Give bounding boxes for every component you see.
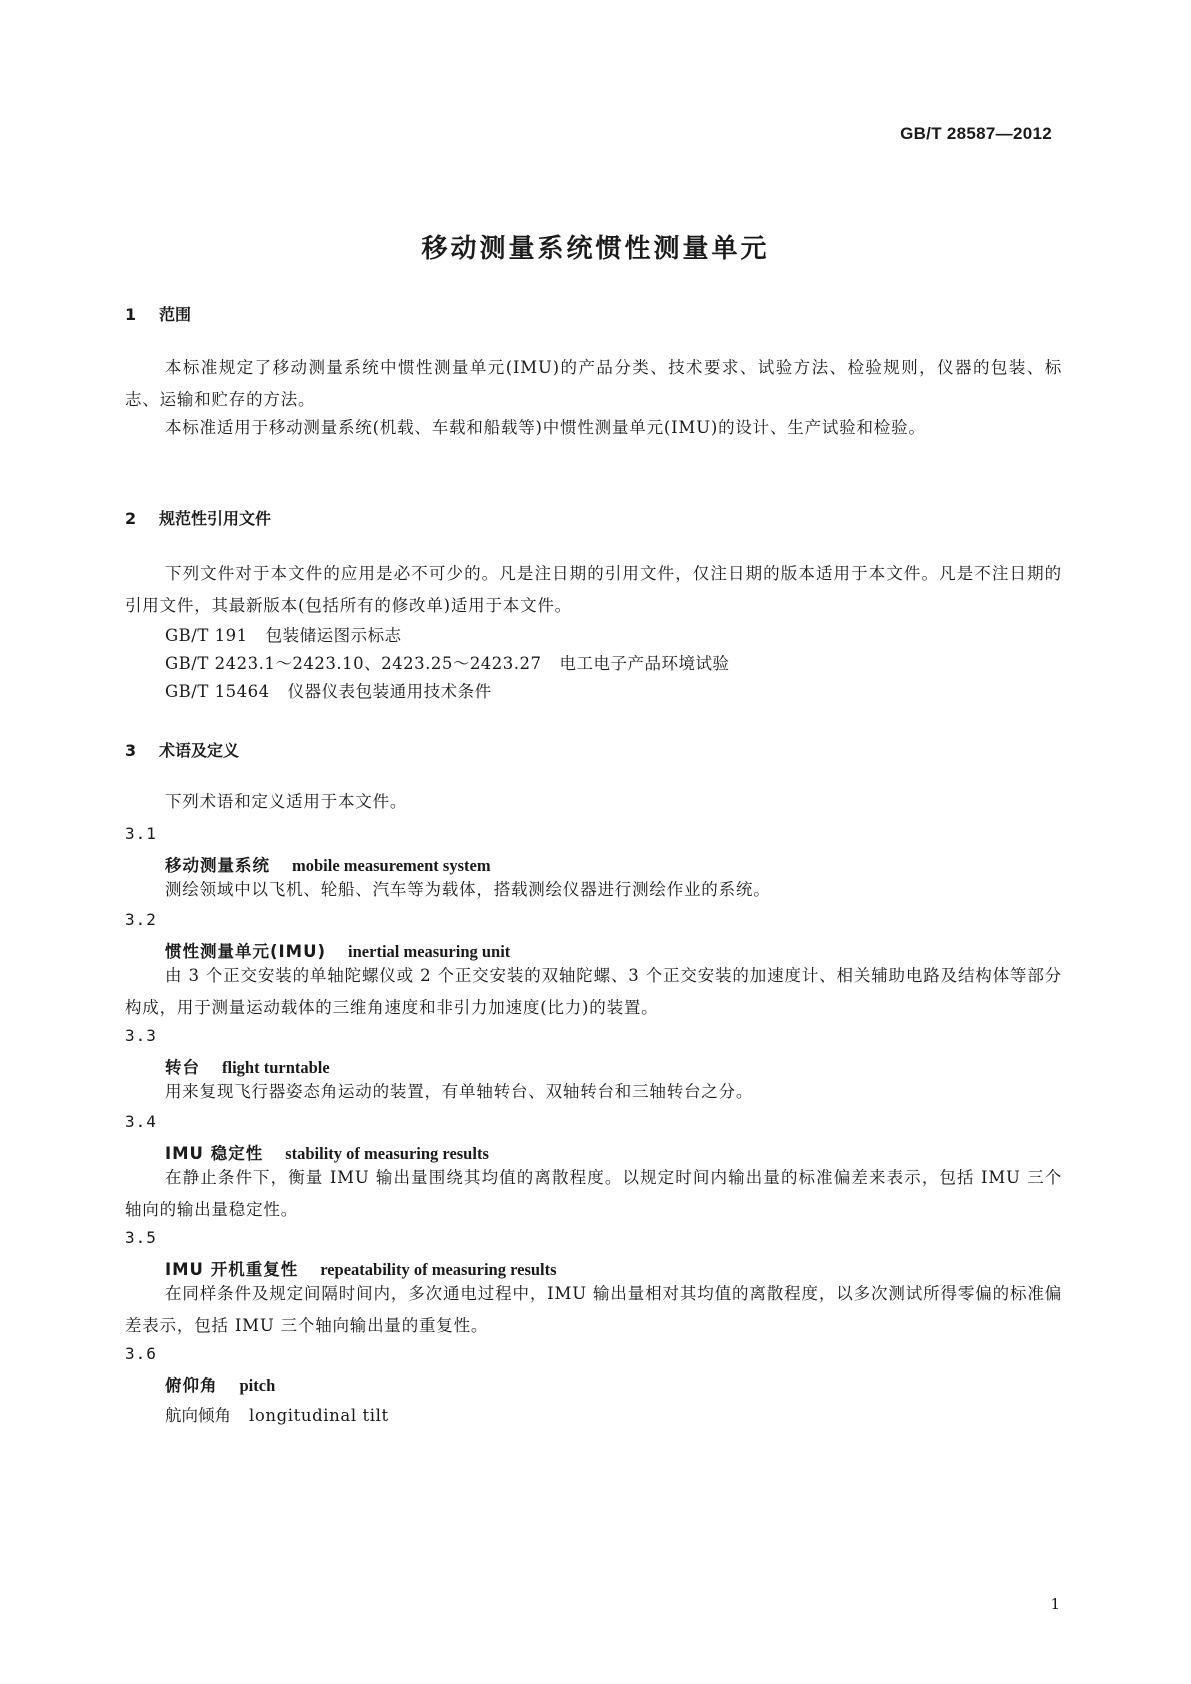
term-en: repeatability of measuring results <box>320 1260 557 1279</box>
term-number: 3.3 <box>125 1026 157 1045</box>
section-heading-scope <box>125 302 191 325</box>
alternative-term <box>165 1402 389 1426</box>
reference-code: GB/T 2423.1～2423.10、2423.25～2423.27 <box>165 654 542 673</box>
term-en: pitch <box>239 1376 276 1395</box>
alternative-term-en: longitudinal tilt <box>249 1406 389 1425</box>
term-zh: 惯性测量单元(IMU) <box>165 942 327 961</box>
term-number: 3.1 <box>125 824 157 843</box>
term-zh: IMU 开机重复性 <box>165 1260 299 1279</box>
section-title: 术语及定义 <box>159 741 240 760</box>
alternative-term-zh: 航向倾角 <box>165 1406 231 1425</box>
section-title: 规范性引用文件 <box>159 509 272 528</box>
term-heading <box>165 1372 275 1396</box>
term-heading <box>165 1140 489 1164</box>
section-heading-terms-definitions <box>125 738 239 761</box>
term-en: flight turntable <box>222 1058 330 1077</box>
term-definition: 在静止条件下，衡量 IMU 输出量围绕其均值的离散程度。以规定时间内输出量的标准偏差来表示，包括 IMU 三个轴向的输出量稳定性。 <box>125 1168 1062 1219</box>
standard-code: GB/T 28587—2012 <box>900 124 1052 143</box>
term-en: mobile measurement system <box>292 856 491 875</box>
reference-code: GB/T 191 <box>165 626 248 645</box>
document-title: 移动测量系统惯性测量单元 <box>421 234 770 264</box>
term-heading <box>165 1256 557 1280</box>
reference-code: GB/T 15464 <box>165 682 270 701</box>
section-number: 3 <box>125 741 137 760</box>
term-definition: 用来复现飞行器姿态角运动的装置，有单轴转台、双轴转台和三轴转台之分。 <box>165 1082 754 1101</box>
paragraph-scope-1: 本标准规定了移动测量系统中惯性测量单元(IMU)的产品分类、技术要求、试验方法、检验规则，仪器的包装、标志、运输和贮存的方法。 <box>125 358 1062 409</box>
section-heading-normative-references <box>125 506 271 529</box>
reference-title: 仪器仪表包装通用技术条件 <box>287 682 492 701</box>
term-zh: IMU 稳定性 <box>165 1144 264 1163</box>
term-definition: 在同样条件及规定间隔时间内，多次通电过程中，IMU 输出量相对其均值的离散程度，以多次测试所得零偏的标准偏差表示，包括 IMU 三个轴向输出量的重复性。 <box>125 1284 1062 1335</box>
section-number: 2 <box>125 509 137 528</box>
paragraph-references-intro: 下列文件对于本文件的应用是必不可少的。凡是注日期的引用文件，仅注日期的版本适用于本文件。凡是不注日期的引用文件，其最新版本(包括所有的修改单)适用于本文件。 <box>125 564 1062 615</box>
term-definition: 由 3 个正交安装的单轴陀螺仪或 2 个正交安装的双轴陀螺、3 个正交安装的加速度计、相关辅助电路及结构体等部分构成，用于测量运动载体的三维角速度和非引力加速度(比力)的装置。 <box>125 966 1062 1017</box>
term-en: stability of measuring results <box>285 1144 489 1163</box>
term-definition: 测绘领域中以飞机、轮船、汽车等为载体，搭载测绘仪器进行测绘作业的系统。 <box>165 880 771 899</box>
term-heading <box>165 938 510 962</box>
section-number: 1 <box>125 305 137 324</box>
section-title: 范围 <box>159 305 192 324</box>
reference-title: 包装储运图示标志 <box>265 626 402 645</box>
term-number: 3.4 <box>125 1112 157 1131</box>
reference-item <box>165 622 402 646</box>
term-en: inertial measuring unit <box>348 942 511 961</box>
paragraph-terms-intro: 下列术语和定义适用于本文件。 <box>165 792 408 811</box>
term-zh: 转台 <box>165 1058 200 1077</box>
term-heading <box>165 1054 330 1078</box>
term-number: 3.5 <box>125 1228 157 1247</box>
reference-item <box>165 678 492 702</box>
reference-title: 电工电子产品环境试验 <box>559 654 730 673</box>
term-number: 3.6 <box>125 1344 157 1363</box>
term-heading <box>165 852 491 876</box>
term-zh: 移动测量系统 <box>165 856 270 875</box>
paragraph-scope-2: 本标准适用于移动测量系统(机载、车载和船载等)中惯性测量单元(IMU)的设计、生产试验和检验。 <box>165 418 926 437</box>
term-zh: 俯仰角 <box>165 1376 218 1395</box>
reference-item <box>165 650 730 674</box>
page-number: 1 <box>1050 1595 1060 1613</box>
term-number: 3.2 <box>125 910 157 929</box>
